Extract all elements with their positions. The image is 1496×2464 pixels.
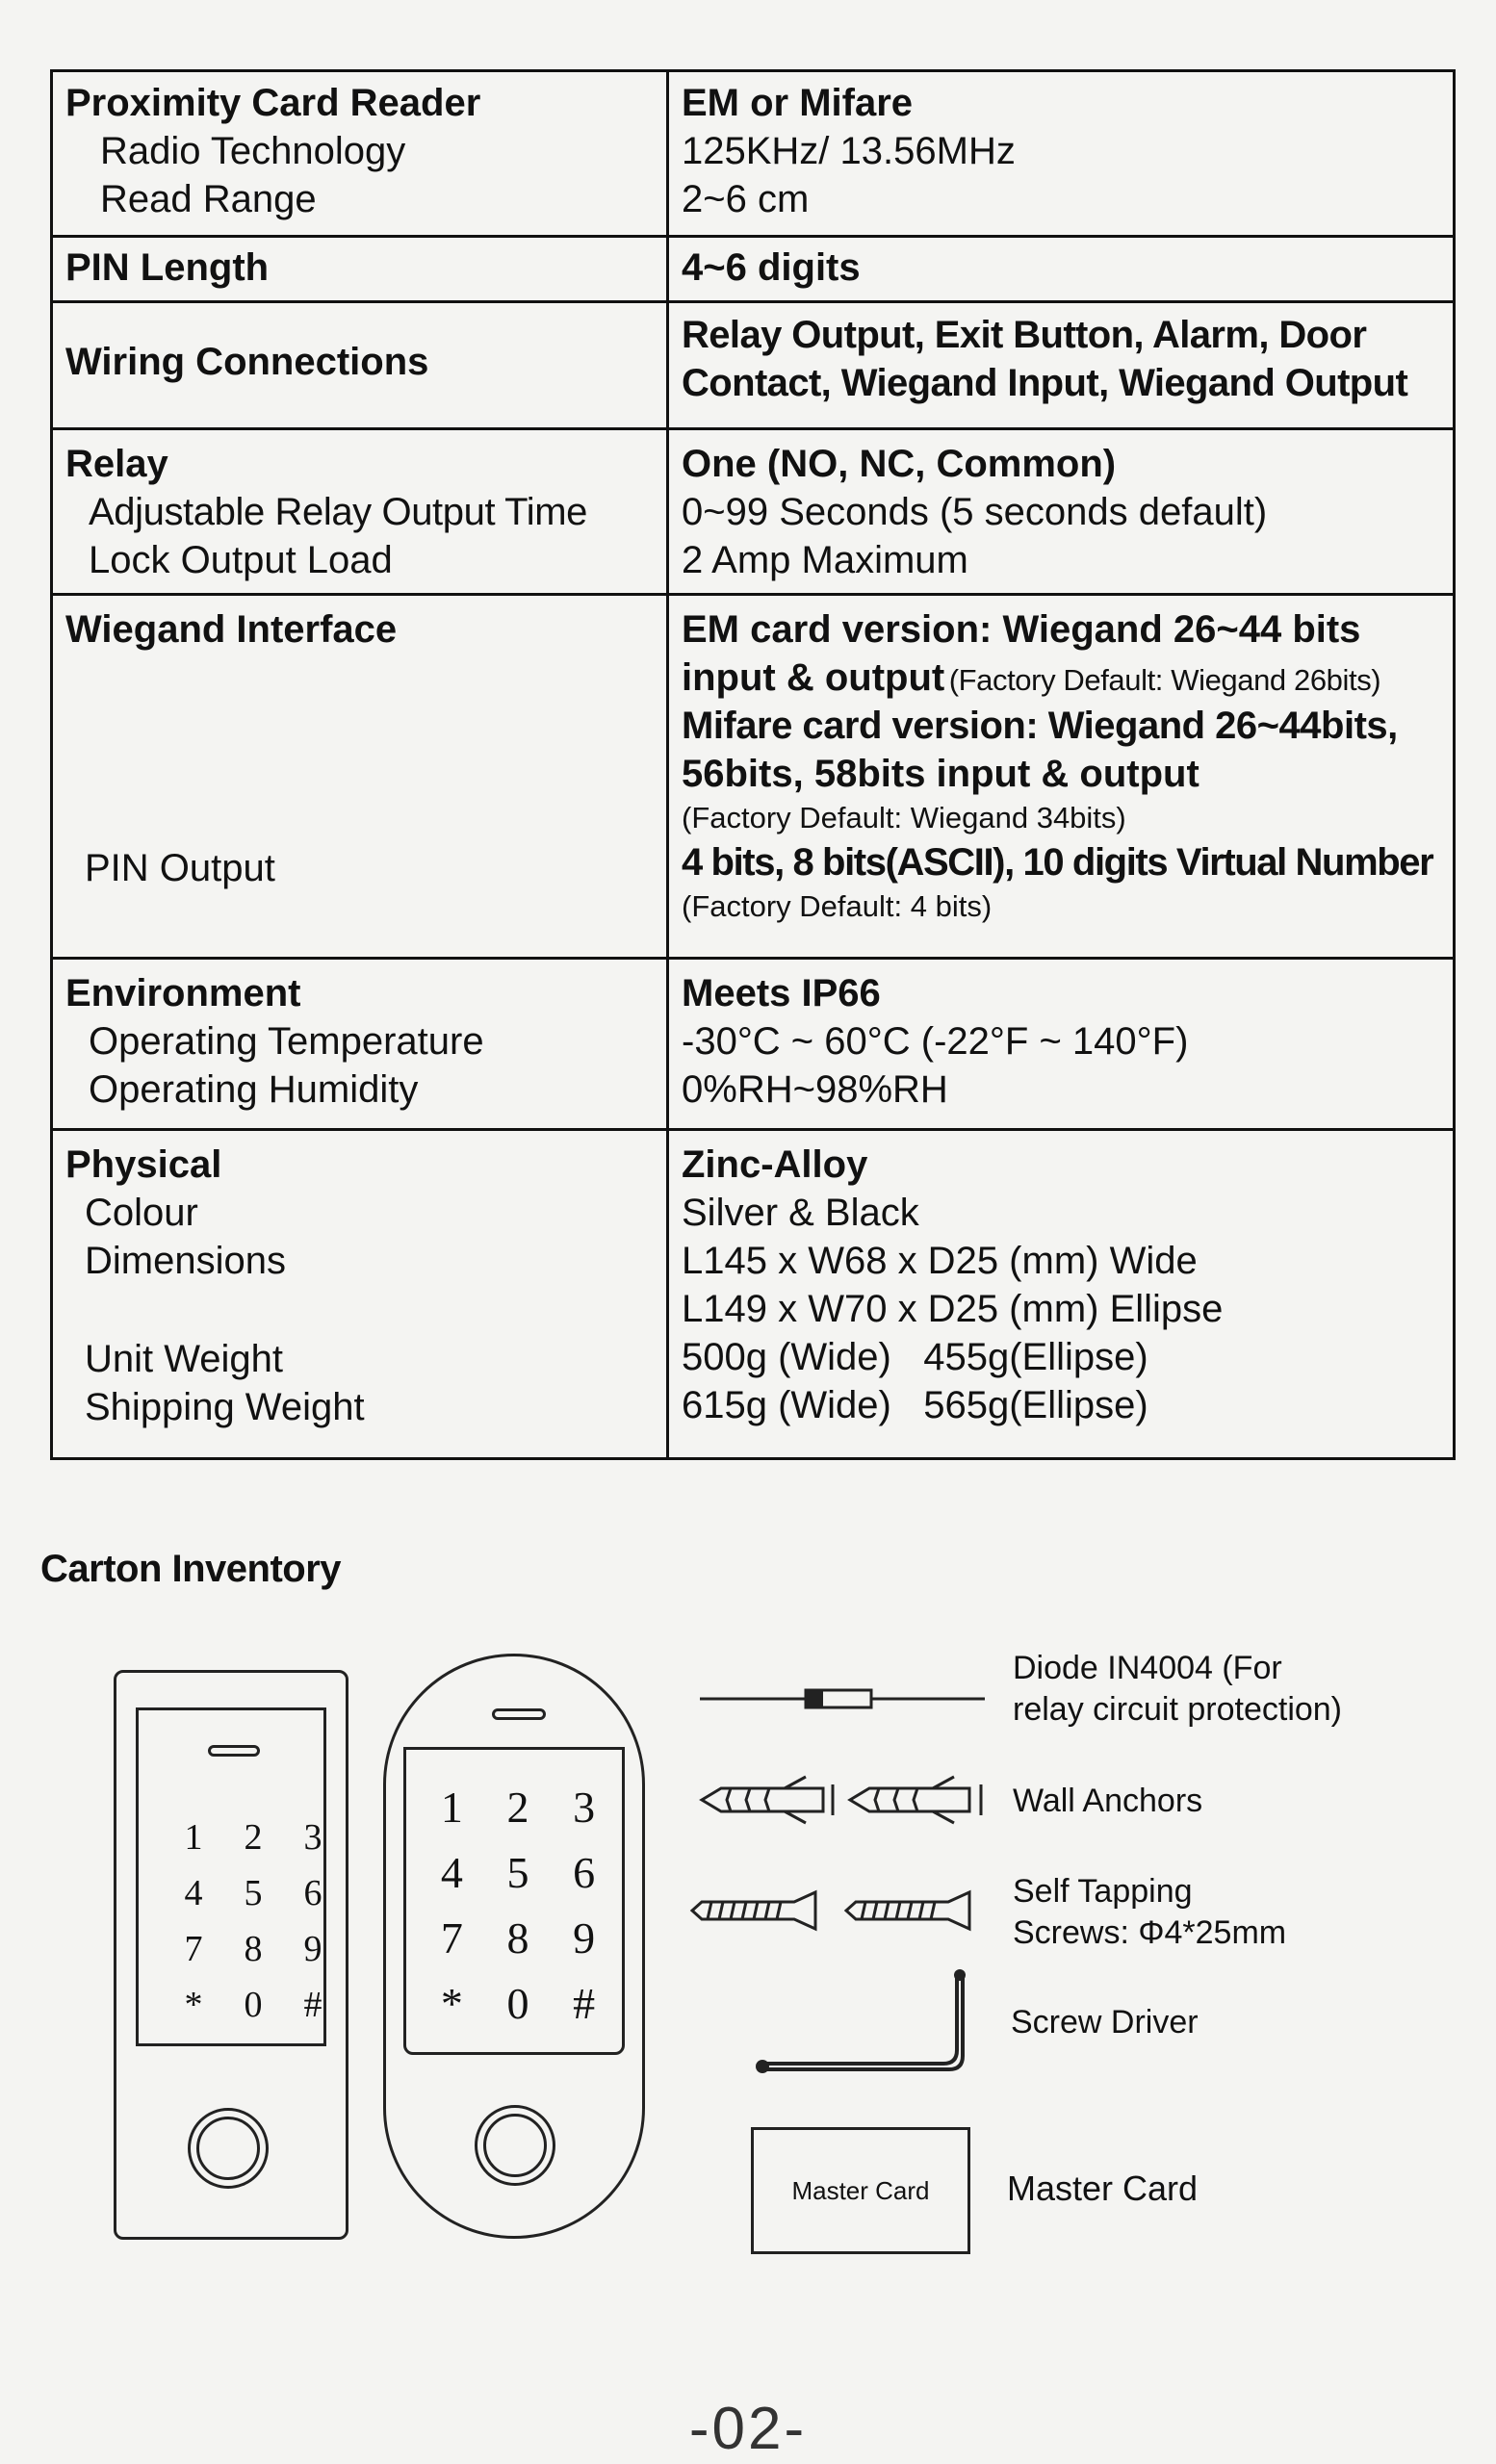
value-heading: Meets IP66 [682,972,881,1014]
cell-value [666,69,1456,235]
row-heading: Physical [65,1143,222,1186]
diode-icon [698,1680,987,1718]
carton-inventory-title: Carton Inventory [40,1548,342,1590]
value-line: 2~6 cm [682,178,810,220]
factory-default-note: (Factory Default: 4 bits) [682,889,993,923]
value-line: 615g (Wide) 565g(Ellipse) [682,1384,1148,1426]
cell-label [50,238,666,300]
key: 3 [303,1817,322,1858]
key: 4 [440,1848,463,1897]
row-label: Radio Technology [100,130,406,172]
wall-anchor-icon [698,1771,987,1829]
table-row-physical [50,1128,1456,1460]
table-row-proximity [50,69,1456,235]
key: 0 [244,1985,263,2025]
row-label: Colour [85,1192,198,1234]
cell-label [50,69,666,235]
keypad-wide-illustration [114,1670,348,2240]
value-line: 56bits, 58bits input & output [682,753,1199,795]
key: 8 [244,1929,263,1969]
cell-label [50,1131,666,1460]
value-line: 0%RH~98%RH [682,1068,948,1111]
value-line: 4 bits, 8 bits(ASCII), 10 digits Virtual Number [682,841,1433,884]
value-line: 4~6 digits [682,246,861,289]
keypad-keys [419,1784,617,2028]
cell-value [666,596,1456,957]
value-heading: Zinc-Alloy [682,1143,868,1186]
value-line: EM card version: Wiegand 26~44 bits [682,608,1361,651]
keypad-screen [136,1707,326,2046]
cell-label [50,303,666,427]
keypad-keys [164,1816,343,2026]
key: 5 [244,1873,263,1913]
screw-icon [688,1886,977,1935]
cell-value [666,1131,1456,1460]
screw-driver-icon [751,1964,982,2079]
master-card-icon [751,2127,970,2254]
value-line: 2 Amp Maximum [682,539,968,581]
table-row-wiegand [50,593,1456,957]
key: 7 [440,1913,463,1963]
key: 6 [573,1848,596,1897]
factory-default-note: (Factory Default: Wiegand 34bits) [682,801,1126,834]
row-label: Shipping Weight [85,1386,365,1428]
value-line: 0~99 Seconds (5 seconds default) [682,491,1268,533]
row-label: Operating Humidity [89,1068,419,1111]
cell-value [666,960,1456,1128]
key: # [303,1985,322,2025]
value-line: L145 x W68 x D25 (mm) Wide [682,1240,1198,1282]
value-heading: One (NO, NC, Common) [682,443,1117,485]
led-slot [492,1708,546,1720]
key: * [184,1985,203,2025]
cell-value [666,430,1456,593]
keypad-ellipse-illustration [383,1654,645,2239]
cell-label [50,960,666,1128]
key: * [440,1979,463,2028]
screw-driver-label: Screw Driver [1011,2004,1199,2040]
key: 9 [573,1913,596,1963]
key: 6 [303,1873,322,1913]
row-label: Operating Temperature [89,1020,484,1063]
row-heading: Environment [65,972,301,1014]
key: 2 [244,1817,263,1858]
cell-label [50,596,666,957]
fingerprint-reader-icon [475,2105,555,2186]
key: 0 [506,1979,529,2028]
cell-value [666,303,1456,427]
key: 1 [184,1817,203,1858]
table-row-environment [50,957,1456,1128]
key: 9 [303,1929,322,1969]
table-row-wiring [50,300,1456,427]
key: 1 [440,1783,463,1832]
value-line: Silver & Black [682,1192,919,1234]
row-label: Lock Output Load [89,539,393,581]
table-row-relay [50,427,1456,593]
factory-default-note: (Factory Default: Wiegand 26bits) [948,663,1381,697]
wall-anchors-label: Wall Anchors [1013,1783,1203,1819]
diode-label-line: relay circuit protection) [1013,1691,1343,1728]
value-heading: EM or Mifare [682,82,914,124]
cell-label [50,430,666,593]
screws-label [1013,1871,1286,1954]
diode-label-line: Diode IN4004 (For [1013,1650,1282,1686]
key: 3 [573,1783,596,1832]
row-label: Read Range [100,178,317,220]
cell-value [666,238,1456,300]
screws-label-line: Screws: Φ4*25mm [1013,1914,1287,1951]
key: 4 [184,1873,203,1913]
value-line: input & output [682,656,945,699]
row-heading: Relay [65,443,168,485]
value-line: Contact, Wiegand Input, Wiegand Output [682,362,1408,404]
table-row-pin-length [50,235,1456,300]
key: 8 [506,1913,529,1963]
value-line: Mifare card version: Wiegand 26~44bits, [682,705,1398,747]
row-label: Adjustable Relay Output Time [89,491,587,533]
led-slot [208,1745,260,1757]
row-heading: PIN Length [65,246,270,289]
row-heading: Wiegand Interface [65,608,398,651]
value-line: 500g (Wide) 455g(Ellipse) [682,1336,1148,1378]
spec-table [50,69,1456,1460]
row-label: PIN Output [85,847,275,889]
diode-label [1013,1648,1342,1731]
value-line: L149 x W70 x D25 (mm) Ellipse [682,1288,1224,1330]
key: 2 [506,1783,529,1832]
master-card-label: Master Card [1007,2169,1199,2208]
page-number: -02- [688,2396,808,2462]
fingerprint-reader-icon [188,2108,269,2189]
row-label: Unit Weight [85,1338,284,1380]
key: 5 [506,1848,529,1897]
value-line: -30°C ~ 60°C (-22°F ~ 140°F) [682,1020,1189,1063]
key: # [573,1979,596,2028]
master-card-inner-label: Master Card [791,2175,930,2205]
value-line: 125KHz/ 13.56MHz [682,130,1016,172]
row-label: Dimensions [85,1240,286,1282]
row-heading: Proximity Card Reader [65,82,481,124]
screws-label-line: Self Tapping [1013,1873,1193,1910]
key: 7 [184,1929,203,1969]
row-heading: Wiring Connections [65,341,429,383]
value-line: Relay Output, Exit Button, Alarm, Door [682,314,1367,356]
